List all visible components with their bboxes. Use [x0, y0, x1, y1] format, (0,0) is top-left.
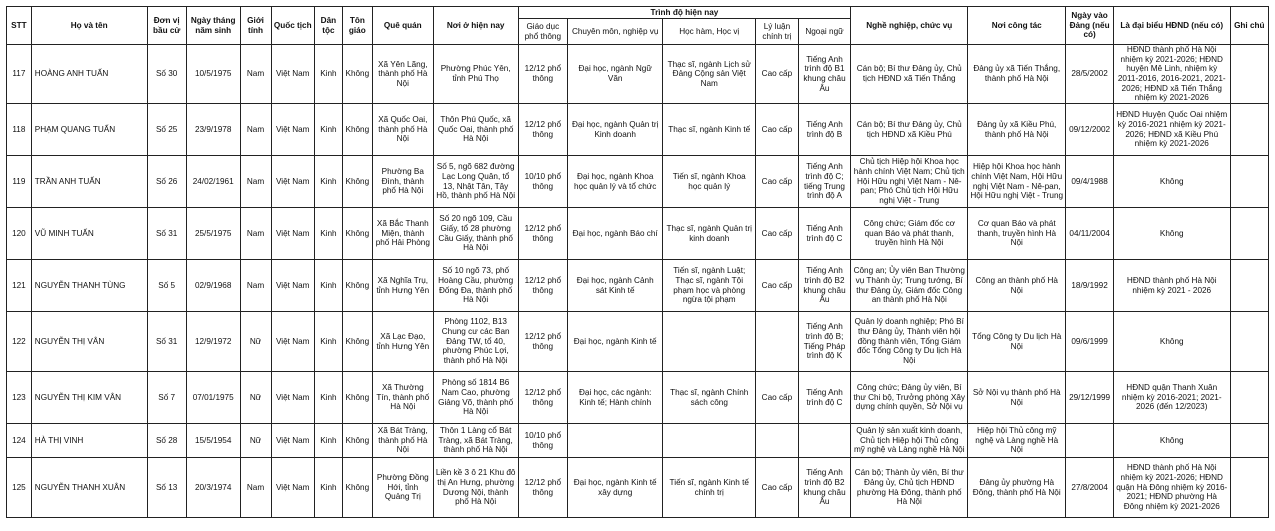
- table-row: [7, 208, 1269, 260]
- cell-academic-degree: [663, 312, 756, 372]
- candidate-table: [6, 6, 1269, 518]
- cell-foreign-language: Tiếng Anh trình độ B1 khung châu Âu: [798, 45, 851, 104]
- cell-nationality: Việt Nam: [271, 45, 314, 104]
- cell-political-theory: Cao cấp: [756, 45, 798, 104]
- cell-occupation: Chủ tịch Hiệp hội Khoa học hành chính Việt Nam; Chủ tịch Hội Hữu nghị Việt Nam - Nê-pan; Phó Chủ tịch Hội Hữu nghị Việt - Trung: [851, 156, 968, 208]
- cell-electoral-unit: Số 31: [147, 208, 186, 260]
- cell-full-name: HOÀNG ANH TUẤN: [31, 45, 147, 104]
- cell-specialization: Đại học, ngành Ngữ Văn: [568, 45, 663, 104]
- cell-ethnicity: Kinh: [314, 372, 342, 424]
- cell-workplace: Tổng Công ty Du lịch Hà Nội: [968, 312, 1066, 372]
- candidate-table-sheet: [6, 6, 1269, 527]
- cell-electoral-unit: Số 30: [147, 45, 186, 104]
- cell-political-theory: [756, 424, 798, 458]
- cell-general-education: 12/12 phổ thông: [518, 260, 568, 312]
- cell-residence: Thôn 1 Làng cổ Bát Tràng, xã Bát Tràng, thành phố Hà Nội: [433, 424, 518, 458]
- table-row: [7, 424, 1269, 458]
- cell-electoral-unit: Số 5: [147, 260, 186, 312]
- cell-general-education: 12/12 phổ thông: [518, 208, 568, 260]
- cell-academic-degree: Thạc sĩ, ngành Kinh tế: [663, 104, 756, 156]
- cell-notes: [1230, 424, 1268, 458]
- header-electoral-unit: Đơn vị bầu cử: [147, 7, 186, 45]
- cell-full-name: NGUYỄN THANH XUÂN: [31, 458, 147, 518]
- header-education-level: Trình độ hiện nay: [518, 7, 851, 19]
- header-nationality: Quốc tịch: [271, 7, 314, 45]
- cell-political-theory: Cao cấp: [756, 156, 798, 208]
- cell-stt: 120: [7, 208, 32, 260]
- cell-ethnicity: Kinh: [314, 104, 342, 156]
- table-header-row: [7, 7, 1269, 19]
- table-row: [7, 372, 1269, 424]
- cell-religion: Không: [342, 458, 372, 518]
- cell-stt: 122: [7, 312, 32, 372]
- cell-full-name: NGUYỄN THANH TÙNG: [31, 260, 147, 312]
- cell-party-date: 04/11/2004: [1066, 208, 1114, 260]
- cell-occupation: Cán bộ; Thành ủy viên, Bí thư Đảng ủy, Chủ tịch HĐND phường Hà Đông, thành phố Hà Nội: [851, 458, 968, 518]
- cell-academic-degree: Thạc sĩ, ngành Lịch sử Đảng Cộng sản Việt Nam: [663, 45, 756, 104]
- cell-political-theory: [756, 312, 798, 372]
- cell-council-delegate: Không: [1113, 312, 1230, 372]
- header-workplace: Nơi công tác: [968, 7, 1066, 45]
- cell-residence: Thôn Phú Quốc, xã Quốc Oai, thành phố Hà Nội: [433, 104, 518, 156]
- cell-stt: 119: [7, 156, 32, 208]
- cell-party-date: 09/4/1988: [1066, 156, 1114, 208]
- cell-specialization: [568, 424, 663, 458]
- cell-residence: Phòng 1102, B13 Chung cư các Ban Đảng TW, tổ 40, phường Phúc Lợi, thành phố Hà Nội: [433, 312, 518, 372]
- cell-specialization: Đại học, ngành Cảnh sát Kinh tế: [568, 260, 663, 312]
- cell-electoral-unit: Số 7: [147, 372, 186, 424]
- cell-specialization: Đại học, ngành Khoa học quản lý và tổ chức: [568, 156, 663, 208]
- cell-ethnicity: Kinh: [314, 208, 342, 260]
- cell-workplace: Đảng ủy phường Hà Đông, thành phố Hà Nội: [968, 458, 1066, 518]
- cell-residence: Phòng số 1814 B6 Nam Cao, phường Giảng Võ, thành phố Hà Nội: [433, 372, 518, 424]
- cell-party-date: 09/6/1999: [1066, 312, 1114, 372]
- cell-hometown: Xã Quốc Oai, thành phố Hà Nội: [372, 104, 433, 156]
- cell-full-name: HÀ THỊ VINH: [31, 424, 147, 458]
- cell-electoral-unit: Số 25: [147, 104, 186, 156]
- cell-general-education: 12/12 phổ thông: [518, 104, 568, 156]
- cell-occupation: Công chức; Đảng ủy viên, Bí thư Chi bộ, Trưởng phòng Xây dựng chính quyền, Sở Nội vụ: [851, 372, 968, 424]
- cell-occupation: Công an; Ủy viên Ban Thường vụ Thành ủy; Trung tướng, Bí thư Đảng ủy, Giám đốc Công an thành phố Hà Nội: [851, 260, 968, 312]
- cell-birth-date: 23/9/1978: [186, 104, 240, 156]
- header-specialization: Chuyên môn, nghiệp vụ: [568, 19, 663, 45]
- header-hometown: Quê quán: [372, 7, 433, 45]
- cell-notes: [1230, 104, 1268, 156]
- cell-full-name: PHẠM QUANG TUẤN: [31, 104, 147, 156]
- header-occupation: Nghề nghiệp, chức vụ: [851, 7, 968, 45]
- cell-party-date: [1066, 424, 1114, 458]
- header-academic-degree: Học hàm, Học vị: [663, 19, 756, 45]
- table-row: [7, 312, 1269, 372]
- header-council-delegate: Là đại biểu HĐND (nếu có): [1113, 7, 1230, 45]
- cell-gender: Nam: [240, 104, 271, 156]
- cell-ethnicity: Kinh: [314, 156, 342, 208]
- table-row: [7, 156, 1269, 208]
- cell-general-education: 12/12 phổ thông: [518, 458, 568, 518]
- cell-foreign-language: Tiếng Anh trình độ C; tiếng Trung trình độ A: [798, 156, 851, 208]
- cell-hometown: Xã Nghĩa Trụ, tỉnh Hưng Yên: [372, 260, 433, 312]
- cell-academic-degree: [663, 424, 756, 458]
- cell-occupation: Cán bộ; Bí thư Đảng ủy, Chủ tịch HĐND xã Kiều Phú: [851, 104, 968, 156]
- header-stt: STT: [7, 7, 32, 45]
- cell-party-date: 28/5/2002: [1066, 45, 1114, 104]
- cell-foreign-language: Tiếng Anh trình độ C: [798, 208, 851, 260]
- cell-hometown: Xã Lạc Đạo, tỉnh Hưng Yên: [372, 312, 433, 372]
- cell-electoral-unit: Số 31: [147, 312, 186, 372]
- cell-academic-degree: Thạc sĩ, ngành Quản trị kinh doanh: [663, 208, 756, 260]
- cell-hometown: Xã Bắc Thanh Miện, thành phố Hải Phòng: [372, 208, 433, 260]
- cell-residence: Liền kề 3 ô 21 Khu đô thị An Hưng, phường Dương Nội, thành phố Hà Nội: [433, 458, 518, 518]
- cell-birth-date: 15/5/1954: [186, 424, 240, 458]
- table-row: [7, 45, 1269, 104]
- cell-council-delegate: HĐND Huyện Quốc Oai nhiệm kỳ 2016-2021 nhiệm kỳ 2021-2026; HĐND xã Kiều Phú nhiệm kỳ 2021-2026: [1113, 104, 1230, 156]
- cell-birth-date: 25/5/1975: [186, 208, 240, 260]
- cell-nationality: Việt Nam: [271, 424, 314, 458]
- cell-gender: Nam: [240, 260, 271, 312]
- cell-notes: [1230, 208, 1268, 260]
- cell-notes: [1230, 312, 1268, 372]
- cell-stt: 125: [7, 458, 32, 518]
- cell-electoral-unit: Số 28: [147, 424, 186, 458]
- cell-religion: Không: [342, 45, 372, 104]
- cell-birth-date: 10/5/1975: [186, 45, 240, 104]
- table-body: [7, 45, 1269, 518]
- cell-notes: [1230, 372, 1268, 424]
- cell-full-name: TRẦN ANH TUẤN: [31, 156, 147, 208]
- cell-ethnicity: Kinh: [314, 260, 342, 312]
- cell-political-theory: Cao cấp: [756, 458, 798, 518]
- table-row: [7, 104, 1269, 156]
- header-general-education: Giáo dục phổ thông: [518, 19, 568, 45]
- cell-ethnicity: Kinh: [314, 458, 342, 518]
- cell-nationality: Việt Nam: [271, 458, 314, 518]
- cell-academic-degree: Tiến sĩ, ngành Khoa học quản lý: [663, 156, 756, 208]
- cell-religion: Không: [342, 104, 372, 156]
- cell-hometown: Xã Thường Tín, thành phố Hà Nội: [372, 372, 433, 424]
- cell-nationality: Việt Nam: [271, 104, 314, 156]
- table-row: [7, 458, 1269, 518]
- cell-specialization: Đại học, các ngành: Kinh tế; Hành chính: [568, 372, 663, 424]
- cell-ethnicity: Kinh: [314, 45, 342, 104]
- cell-party-date: 18/9/1992: [1066, 260, 1114, 312]
- header-gender: Giới tính: [240, 7, 271, 45]
- cell-nationality: Việt Nam: [271, 156, 314, 208]
- cell-electoral-unit: Số 13: [147, 458, 186, 518]
- cell-foreign-language: [798, 424, 851, 458]
- cell-birth-date: 02/9/1968: [186, 260, 240, 312]
- header-political-theory: Lý luận chính trị: [756, 19, 798, 45]
- cell-ethnicity: Kinh: [314, 424, 342, 458]
- cell-full-name: VŨ MINH TUẤN: [31, 208, 147, 260]
- cell-council-delegate: Không: [1113, 156, 1230, 208]
- cell-ethnicity: Kinh: [314, 312, 342, 372]
- cell-foreign-language: Tiếng Anh trình độ B: [798, 104, 851, 156]
- cell-workplace: Sở Nội vụ thành phố Hà Nội: [968, 372, 1066, 424]
- cell-specialization: Đại học, ngành Kinh tế: [568, 312, 663, 372]
- cell-hometown: Xã Yên Lãng, thành phố Hà Nội: [372, 45, 433, 104]
- cell-workplace: Hiệp hội Khoa học hành chính Việt Nam, Hội Hữu nghị Việt Nam - Nê-pan, Hội Hữu nghị Việt - Trung: [968, 156, 1066, 208]
- cell-nationality: Việt Nam: [271, 312, 314, 372]
- cell-party-date: 29/12/1999: [1066, 372, 1114, 424]
- cell-nationality: Việt Nam: [271, 372, 314, 424]
- cell-religion: Không: [342, 156, 372, 208]
- cell-notes: [1230, 458, 1268, 518]
- cell-political-theory: Cao cấp: [756, 372, 798, 424]
- cell-general-education: 12/12 phổ thông: [518, 45, 568, 104]
- cell-nationality: Việt Nam: [271, 208, 314, 260]
- cell-hometown: Xã Bát Tràng, thành phố Hà Nội: [372, 424, 433, 458]
- cell-workplace: Công an thành phố Hà Nội: [968, 260, 1066, 312]
- cell-workplace: Đảng ủy xã Kiều Phú, thành phố Hà Nội: [968, 104, 1066, 156]
- header-birth-date: Ngày tháng năm sinh: [186, 7, 240, 45]
- cell-specialization: Đại học, ngành Kinh tế xây dựng: [568, 458, 663, 518]
- header-notes: Ghi chú: [1230, 7, 1268, 45]
- cell-full-name: NGUYỄN THỊ KIM VÂN: [31, 372, 147, 424]
- cell-general-education: 10/10 phổ thông: [518, 424, 568, 458]
- cell-stt: 117: [7, 45, 32, 104]
- cell-foreign-language: Tiếng Anh trình độ B2 khung châu Âu: [798, 260, 851, 312]
- cell-birth-date: 12/9/1972: [186, 312, 240, 372]
- cell-hometown: Phường Ba Đình, thành phố Hà Nội: [372, 156, 433, 208]
- cell-gender: Nam: [240, 45, 271, 104]
- cell-religion: Không: [342, 312, 372, 372]
- cell-residence: Số 10 ngõ 73, phố Hoàng Cầu, phường Đống Đa, thành phố Hà Nội: [433, 260, 518, 312]
- cell-political-theory: Cao cấp: [756, 208, 798, 260]
- cell-general-education: 12/12 phổ thông: [518, 372, 568, 424]
- cell-stt: 124: [7, 424, 32, 458]
- header-residence: Nơi ở hiện nay: [433, 7, 518, 45]
- cell-council-delegate: HĐND quận Thanh Xuân nhiệm kỳ 2016-2021; 2021-2026 (đến 12/2023): [1113, 372, 1230, 424]
- cell-academic-degree: Tiến sĩ, ngành Kinh tế chính trị: [663, 458, 756, 518]
- cell-council-delegate: HĐND thành phố Hà Nội nhiệm kỳ 2021-2026; HĐND huyện Mê Linh, nhiệm kỳ 2011-2016, 2016-2021, 2021-2026; HĐND xã Tiến Thắng nhiệm kỳ 2021-2026: [1113, 45, 1230, 104]
- header-foreign-language: Ngoại ngữ: [798, 19, 851, 45]
- cell-specialization: Đại học, ngành Báo chí: [568, 208, 663, 260]
- cell-full-name: NGUYỄN THỊ VÂN: [31, 312, 147, 372]
- cell-religion: Không: [342, 372, 372, 424]
- cell-stt: 118: [7, 104, 32, 156]
- cell-stt: 121: [7, 260, 32, 312]
- cell-gender: Nữ: [240, 424, 271, 458]
- header-party-date: Ngày vào Đảng (nếu có): [1066, 7, 1114, 45]
- cell-occupation: Cán bộ; Bí thư Đảng ủy, Chủ tịch HĐND xã Tiến Thắng: [851, 45, 968, 104]
- cell-gender: Nam: [240, 156, 271, 208]
- cell-party-date: 09/12/2002: [1066, 104, 1114, 156]
- cell-foreign-language: Tiếng Anh trình độ B; Tiếng Pháp trình độ K: [798, 312, 851, 372]
- cell-notes: [1230, 156, 1268, 208]
- cell-hometown: Phường Đồng Hới, tỉnh Quảng Trị: [372, 458, 433, 518]
- cell-political-theory: Cao cấp: [756, 104, 798, 156]
- cell-foreign-language: Tiếng Anh trình độ B2 khung châu Âu: [798, 458, 851, 518]
- cell-foreign-language: Tiếng Anh trình độ C: [798, 372, 851, 424]
- header-ethnicity: Dân tộc: [314, 7, 342, 45]
- cell-birth-date: 20/3/1974: [186, 458, 240, 518]
- cell-residence: Số 5, ngõ 682 đường Lạc Long Quân, tổ 13, Nhật Tân, Tây Hồ, thành phố Hà Nội: [433, 156, 518, 208]
- cell-council-delegate: HĐND thành phố Hà Nội nhiệm kỳ 2021-2026; HĐND quận Hà Đông nhiệm kỳ 2016-2021; HĐND phường Hà Đông nhiệm kỳ 2021-2026: [1113, 458, 1230, 518]
- table-row: [7, 260, 1269, 312]
- cell-occupation: Công chức; Giám đốc cơ quan Báo và phát thanh, truyền hình Hà Nội: [851, 208, 968, 260]
- cell-general-education: 10/10 phổ thông: [518, 156, 568, 208]
- cell-council-delegate: Không: [1113, 424, 1230, 458]
- cell-religion: Không: [342, 260, 372, 312]
- cell-academic-degree: Thạc sĩ, ngành Chính sách công: [663, 372, 756, 424]
- cell-stt: 123: [7, 372, 32, 424]
- header-religion: Tôn giáo: [342, 7, 372, 45]
- cell-birth-date: 07/01/1975: [186, 372, 240, 424]
- cell-residence: Phường Phúc Yên, tỉnh Phú Thọ: [433, 45, 518, 104]
- cell-notes: [1230, 45, 1268, 104]
- cell-workplace: Hiệp hội Thủ công mỹ nghệ và Làng nghề Hà Nội: [968, 424, 1066, 458]
- cell-council-delegate: HĐND thành phố Hà Nội nhiệm kỳ 2021 - 2026: [1113, 260, 1230, 312]
- cell-workplace: Đảng ủy xã Tiến Thắng, thành phố Hà Nội: [968, 45, 1066, 104]
- header-full-name: Họ và tên: [31, 7, 147, 45]
- cell-occupation: Quản lý sản xuất kinh doanh, Chủ tịch Hiệp hội Thủ công mỹ nghệ và Làng nghề Hà Nội: [851, 424, 968, 458]
- cell-gender: Nam: [240, 458, 271, 518]
- cell-electoral-unit: Số 26: [147, 156, 186, 208]
- cell-nationality: Việt Nam: [271, 260, 314, 312]
- cell-gender: Nữ: [240, 372, 271, 424]
- cell-academic-degree: Tiến sĩ, ngành Luật; Thạc sĩ, ngành Tội phạm học và phòng ngừa tội phạm: [663, 260, 756, 312]
- cell-notes: [1230, 260, 1268, 312]
- cell-political-theory: Cao cấp: [756, 260, 798, 312]
- cell-general-education: 12/12 phổ thông: [518, 312, 568, 372]
- cell-council-delegate: Không: [1113, 208, 1230, 260]
- cell-religion: Không: [342, 208, 372, 260]
- cell-party-date: 27/8/2004: [1066, 458, 1114, 518]
- cell-workplace: Cơ quan Báo và phát thanh, truyền hình Hà Nội: [968, 208, 1066, 260]
- cell-religion: Không: [342, 424, 372, 458]
- cell-residence: Số 20 ngõ 109, Cầu Giấy, tổ 28 phường Cầu Giấy, thành phố Hà Nội: [433, 208, 518, 260]
- cell-gender: Nam: [240, 208, 271, 260]
- cell-occupation: Quản lý doanh nghiệp; Phó Bí thư Đảng ủy, Thành viên hội đồng thành viên, Tổng Giám đốc Tổng Công ty Du lịch Hà Nội: [851, 312, 968, 372]
- cell-specialization: Đại học, ngành Quản trị Kinh doanh: [568, 104, 663, 156]
- cell-birth-date: 24/02/1961: [186, 156, 240, 208]
- cell-gender: Nữ: [240, 312, 271, 372]
